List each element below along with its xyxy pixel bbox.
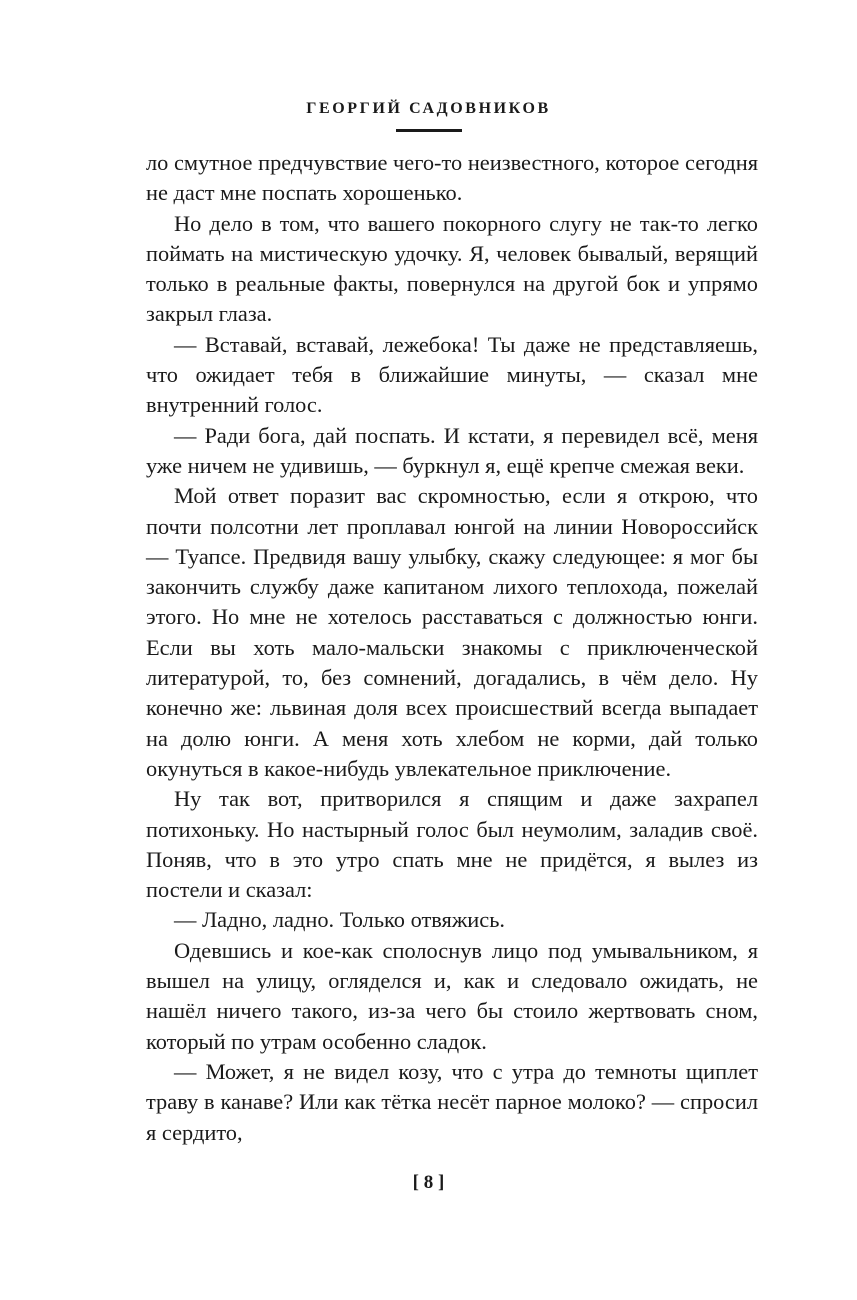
paragraph: Одевшись и кое-как сполоснув лицо под умывальником, я вышел на улицу, огляделся и, как и следовало ожидать, не нашёл ничего такого, из-за чего бы стоило жертвовать сном, который по утрам особенно сладок. — [146, 937, 758, 1054]
paragraph: Ну так вот, притворился я спящим и даже захрапел потихоньку. Но настырный голос был неумолим, заладив своё. Поняв, что в это утро спать мне не придётся, я вылез из постели и сказал: — [146, 786, 758, 903]
paragraph-dialogue: — Ради бога, дай поспать. И кстати, я перевидел всё, меня уже ничем не удивишь, — буркнул я, ещё крепче смежая веки. — [146, 422, 758, 478]
paragraph-dialogue: — Вставай, вставай, лежебока! Ты даже не представляешь, что ожидает тебя в ближайшие минуты, — сказал мне внутренний голос. — [146, 331, 758, 418]
paragraph-continuation: ло смутное предчувствие чего-то неизвестного, которое сегодня не даст мне поспать хорошенько. — [146, 150, 758, 206]
running-head-author: ГЕОРГИЙ САДОВНИКОВ — [306, 100, 551, 117]
paragraph-dialogue: — Может, я не видел козу, что с утра до темноты щиплет траву в канаве? Или как тётка несёт парное молоко? — спросил я сердито, — [146, 1058, 758, 1145]
paragraph: Мой ответ поразит вас скромностью, если я открою, что почти полсотни лет проплавал юнгой на линии Новороссийск — Туапсе. Предвидя вашу улыбку, скажу следующее: я мог бы закончить службу даже капитаном лихого теплохода, пожелай этого. Но мне не хотелось расставаться с должностью юнги. Если вы хоть мало-мальски знакомы с приключенческой литературой, то, без сомнений, догадались, в чём дело. Ну конечно же: львиная доля всех происшествий всегда выпадает на долю юнги. А меня хоть хлебом не корми, дай только окунуться в какое-нибудь увлекательное приключение. — [146, 483, 758, 781]
page-number: [ 8 ] — [412, 1172, 445, 1193]
header-rule — [396, 129, 462, 132]
paragraph: Но дело в том, что вашего покорного слугу не так-то легко поймать на мистическую удочку. Я, человек бывалый, верящий только в реальные факты, повернулся на другой бок и упрямо закрыл глаза. — [146, 210, 758, 327]
paragraph-dialogue: — Ладно, ладно. Только отвяжись. — [174, 907, 506, 933]
body-text — [146, 148, 758, 1148]
